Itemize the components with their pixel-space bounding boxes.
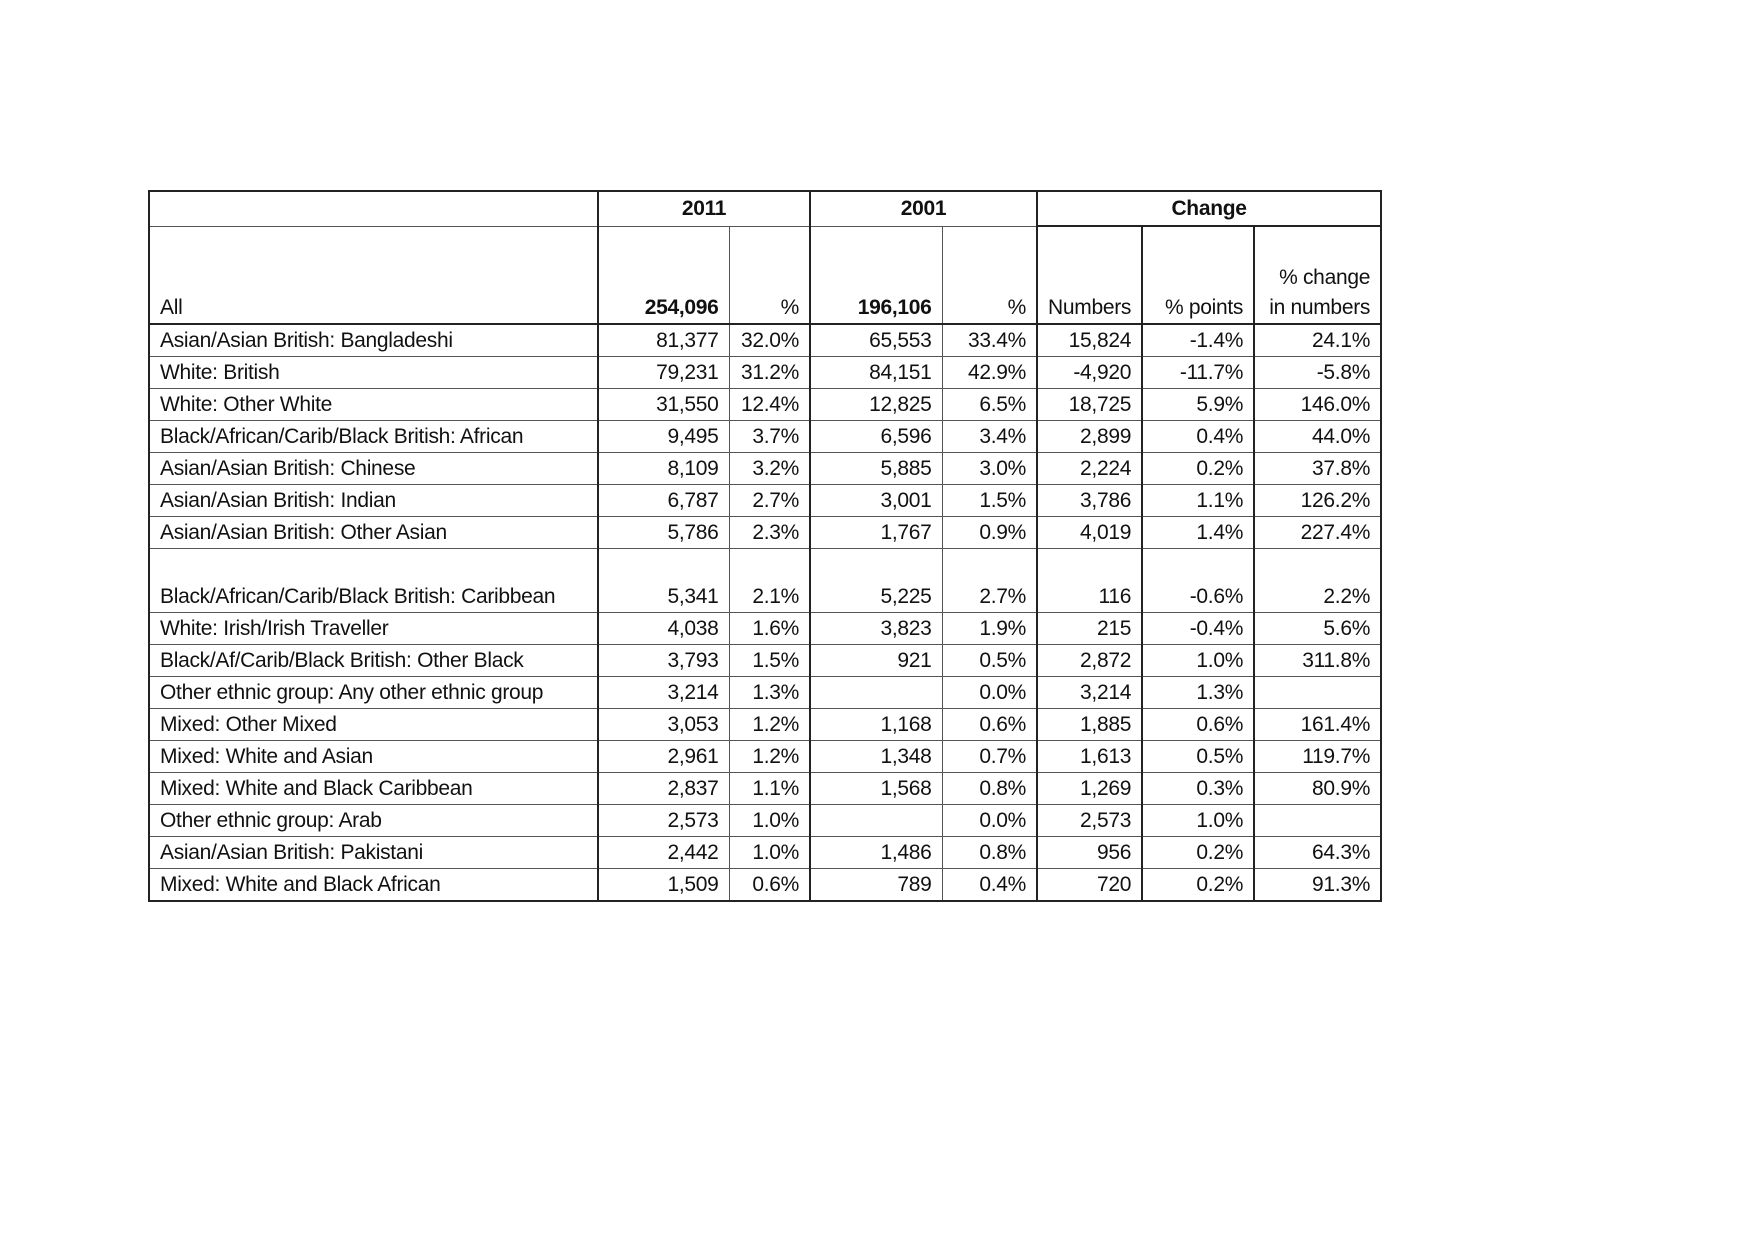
count-2011-cell: 2,837 xyxy=(598,773,729,805)
table-row xyxy=(149,389,1381,421)
percent-2001-cell: 3.0% xyxy=(942,453,1037,485)
change-pct-numbers-cell: 119.7% xyxy=(1254,741,1381,773)
change-pct-numbers-cell xyxy=(1254,805,1381,837)
change-pct-points-cell: 0.2% xyxy=(1142,453,1254,485)
change-numbers-cell: 3,786 xyxy=(1037,485,1142,517)
label-cell: Mixed: Other Mixed xyxy=(149,709,598,741)
count-2011-cell: 2,573 xyxy=(598,805,729,837)
change-pct-points-cell: -11.7% xyxy=(1142,357,1254,389)
change-pct-points-cell: 0.4% xyxy=(1142,421,1254,453)
count-2001-cell: 84,151 xyxy=(810,357,942,389)
pct-header-2001: % xyxy=(942,226,1037,324)
change-numbers-cell: 4,019 xyxy=(1037,517,1142,549)
change-pct-points-cell: 1.1% xyxy=(1142,485,1254,517)
percent-2001-cell: 3.4% xyxy=(942,421,1037,453)
sub-header-row xyxy=(149,226,1381,324)
percent-2011-cell: 1.0% xyxy=(729,805,810,837)
count-2011-cell: 31,550 xyxy=(598,389,729,421)
percent-2001-cell: 0.0% xyxy=(942,805,1037,837)
table-row xyxy=(149,645,1381,677)
change-pct-numbers-cell: 227.4% xyxy=(1254,517,1381,549)
group-header-blank xyxy=(149,191,598,226)
ethnicity-census-table xyxy=(148,190,1382,902)
label-cell: Asian/Asian British: Bangladeshi xyxy=(149,324,598,357)
table-row xyxy=(149,837,1381,869)
percent-2011-cell: 32.0% xyxy=(729,324,810,357)
change-numbers-cell: -4,920 xyxy=(1037,357,1142,389)
table-row xyxy=(149,741,1381,773)
label-cell: White: Irish/Irish Traveller xyxy=(149,613,598,645)
group-header-2011: 2011 xyxy=(598,191,810,226)
count-2011-cell: 6,787 xyxy=(598,485,729,517)
change-pct-numbers-cell: 5.6% xyxy=(1254,613,1381,645)
total-2001: 196,106 xyxy=(810,226,942,324)
change-pct-points-cell: -0.4% xyxy=(1142,613,1254,645)
table-row xyxy=(149,517,1381,549)
group-header-change: Change xyxy=(1037,191,1381,226)
percent-2001-cell: 42.9% xyxy=(942,357,1037,389)
count-2011-cell: 1,509 xyxy=(598,869,729,902)
percent-2001-cell: 0.8% xyxy=(942,837,1037,869)
change-pct-numbers-cell: 91.3% xyxy=(1254,869,1381,902)
count-2011-cell: 79,231 xyxy=(598,357,729,389)
percent-2011-cell: 1.0% xyxy=(729,837,810,869)
percent-2001-cell: 0.9% xyxy=(942,517,1037,549)
count-2011-cell: 3,214 xyxy=(598,677,729,709)
percent-2001-cell: 1.9% xyxy=(942,613,1037,645)
change-pct-points-cell: 0.5% xyxy=(1142,741,1254,773)
table-row xyxy=(149,613,1381,645)
change-pct-points-cell: 0.2% xyxy=(1142,837,1254,869)
change-pct-numbers-cell: 37.8% xyxy=(1254,453,1381,485)
count-2011-cell: 9,495 xyxy=(598,421,729,453)
percent-2011-cell: 3.2% xyxy=(729,453,810,485)
table-row xyxy=(149,453,1381,485)
count-2011-cell: 2,442 xyxy=(598,837,729,869)
change-pct-numbers-cell: 161.4% xyxy=(1254,709,1381,741)
change-pct-points-cell: 0.3% xyxy=(1142,773,1254,805)
count-2011-cell: 5,341 xyxy=(598,549,729,613)
change-numbers-cell: 1,613 xyxy=(1037,741,1142,773)
change-numbers-cell: 116 xyxy=(1037,549,1142,613)
change-pct-numbers-cell: 311.8% xyxy=(1254,645,1381,677)
change-pct-numbers-cell: 2.2% xyxy=(1254,549,1381,613)
count-2001-cell: 5,225 xyxy=(810,549,942,613)
percent-2001-cell: 0.0% xyxy=(942,677,1037,709)
label-cell: Asian/Asian British: Chinese xyxy=(149,453,598,485)
change-numbers-cell: 215 xyxy=(1037,613,1142,645)
percent-2011-cell: 1.6% xyxy=(729,613,810,645)
table-row xyxy=(149,773,1381,805)
change-pct-numbers-cell xyxy=(1254,677,1381,709)
change-pct-points-cell: 1.0% xyxy=(1142,645,1254,677)
label-cell: Mixed: White and Black Caribbean xyxy=(149,773,598,805)
percent-2001-cell: 6.5% xyxy=(942,389,1037,421)
count-2001-cell: 1,767 xyxy=(810,517,942,549)
percent-2001-cell: 0.4% xyxy=(942,869,1037,902)
label-cell: White: Other White xyxy=(149,389,598,421)
count-2001-cell: 1,486 xyxy=(810,837,942,869)
count-2001-cell: 3,001 xyxy=(810,485,942,517)
percent-2011-cell: 2.1% xyxy=(729,549,810,613)
change-pct-points-cell: 0.6% xyxy=(1142,709,1254,741)
label-cell: Black/African/Carib/Black British: Caribbean xyxy=(149,549,598,613)
percent-2011-cell: 1.1% xyxy=(729,773,810,805)
percent-2011-cell: 12.4% xyxy=(729,389,810,421)
label-cell: Asian/Asian British: Pakistani xyxy=(149,837,598,869)
count-2011-cell: 4,038 xyxy=(598,613,729,645)
all-label: All xyxy=(149,226,598,324)
count-2001-cell: 5,885 xyxy=(810,453,942,485)
count-2001-cell: 12,825 xyxy=(810,389,942,421)
percent-2011-cell: 1.2% xyxy=(729,709,810,741)
percent-2001-cell: 2.7% xyxy=(942,549,1037,613)
percent-2011-cell: 31.2% xyxy=(729,357,810,389)
label-cell: Mixed: White and Asian xyxy=(149,741,598,773)
change-numbers-cell: 2,899 xyxy=(1037,421,1142,453)
change-numbers-cell: 2,573 xyxy=(1037,805,1142,837)
change-numbers-header: Numbers xyxy=(1037,226,1142,324)
change-pct-points-cell: -1.4% xyxy=(1142,324,1254,357)
change-numbers-cell: 956 xyxy=(1037,837,1142,869)
percent-2001-cell: 0.6% xyxy=(942,709,1037,741)
count-2001-cell: 3,823 xyxy=(810,613,942,645)
percent-2001-cell: 0.7% xyxy=(942,741,1037,773)
table-row xyxy=(149,805,1381,837)
change-numbers-cell: 2,224 xyxy=(1037,453,1142,485)
table-row xyxy=(149,421,1381,453)
table-row xyxy=(149,869,1381,902)
percent-2011-cell: 1.2% xyxy=(729,741,810,773)
change-numbers-cell: 720 xyxy=(1037,869,1142,902)
group-header-2001: 2001 xyxy=(810,191,1037,226)
table-row xyxy=(149,324,1381,357)
count-2001-cell: 1,348 xyxy=(810,741,942,773)
label-cell: Mixed: White and Black African xyxy=(149,869,598,902)
label-cell: Other ethnic group: Arab xyxy=(149,805,598,837)
change-numbers-cell: 15,824 xyxy=(1037,324,1142,357)
count-2001-cell xyxy=(810,805,942,837)
table-row xyxy=(149,357,1381,389)
table-row xyxy=(149,677,1381,709)
change-pct-numbers-cell: -5.8% xyxy=(1254,357,1381,389)
count-2011-cell: 81,377 xyxy=(598,324,729,357)
label-cell: Asian/Asian British: Indian xyxy=(149,485,598,517)
change-pct-points-cell: 1.4% xyxy=(1142,517,1254,549)
change-pct-numbers-cell: 64.3% xyxy=(1254,837,1381,869)
percent-2001-cell: 0.8% xyxy=(942,773,1037,805)
count-2001-cell: 1,568 xyxy=(810,773,942,805)
percent-2011-cell: 2.7% xyxy=(729,485,810,517)
change-numbers-cell: 18,725 xyxy=(1037,389,1142,421)
percent-2011-cell: 3.7% xyxy=(729,421,810,453)
percent-2011-cell: 0.6% xyxy=(729,869,810,902)
change-pct-numbers-cell: 146.0% xyxy=(1254,389,1381,421)
table-row xyxy=(149,709,1381,741)
change-numbers-cell: 3,214 xyxy=(1037,677,1142,709)
count-2011-cell: 2,961 xyxy=(598,741,729,773)
table-body xyxy=(149,324,1381,901)
count-2001-cell: 65,553 xyxy=(810,324,942,357)
table-row xyxy=(149,485,1381,517)
change-pct-numbers-cell: 24.1% xyxy=(1254,324,1381,357)
change-pct-numbers-cell: 126.2% xyxy=(1254,485,1381,517)
label-cell: Other ethnic group: Any other ethnic group xyxy=(149,677,598,709)
change-numbers-cell: 1,269 xyxy=(1037,773,1142,805)
count-2001-cell: 789 xyxy=(810,869,942,902)
change-pct-numbers-header: % change in numbers xyxy=(1254,226,1381,324)
change-pct-numbers-cell: 44.0% xyxy=(1254,421,1381,453)
percent-2001-cell: 0.5% xyxy=(942,645,1037,677)
count-2011-cell: 5,786 xyxy=(598,517,729,549)
change-pct-points-cell: -0.6% xyxy=(1142,549,1254,613)
count-2001-cell xyxy=(810,677,942,709)
percent-2011-cell: 1.5% xyxy=(729,645,810,677)
percent-2001-cell: 33.4% xyxy=(942,324,1037,357)
change-pct-numbers-cell: 80.9% xyxy=(1254,773,1381,805)
count-2011-cell: 3,793 xyxy=(598,645,729,677)
count-2011-cell: 8,109 xyxy=(598,453,729,485)
count-2001-cell: 6,596 xyxy=(810,421,942,453)
change-pct-points-cell: 0.2% xyxy=(1142,869,1254,902)
label-cell: Black/African/Carib/Black British: African xyxy=(149,421,598,453)
percent-2001-cell: 1.5% xyxy=(942,485,1037,517)
group-header-row xyxy=(149,191,1381,226)
percent-2011-cell: 1.3% xyxy=(729,677,810,709)
count-2001-cell: 1,168 xyxy=(810,709,942,741)
label-cell: Black/Af/Carib/Black British: Other Black xyxy=(149,645,598,677)
label-cell: White: British xyxy=(149,357,598,389)
count-2001-cell: 921 xyxy=(810,645,942,677)
change-pct-points-cell: 5.9% xyxy=(1142,389,1254,421)
pct-header-2011: % xyxy=(729,226,810,324)
total-2011: 254,096 xyxy=(598,226,729,324)
count-2011-cell: 3,053 xyxy=(598,709,729,741)
change-pct-points-cell: 1.0% xyxy=(1142,805,1254,837)
change-numbers-cell: 2,872 xyxy=(1037,645,1142,677)
change-pct-points-header: % points xyxy=(1142,226,1254,324)
change-pct-points-cell: 1.3% xyxy=(1142,677,1254,709)
label-cell: Asian/Asian British: Other Asian xyxy=(149,517,598,549)
change-numbers-cell: 1,885 xyxy=(1037,709,1142,741)
table-row xyxy=(149,549,1381,613)
percent-2011-cell: 2.3% xyxy=(729,517,810,549)
